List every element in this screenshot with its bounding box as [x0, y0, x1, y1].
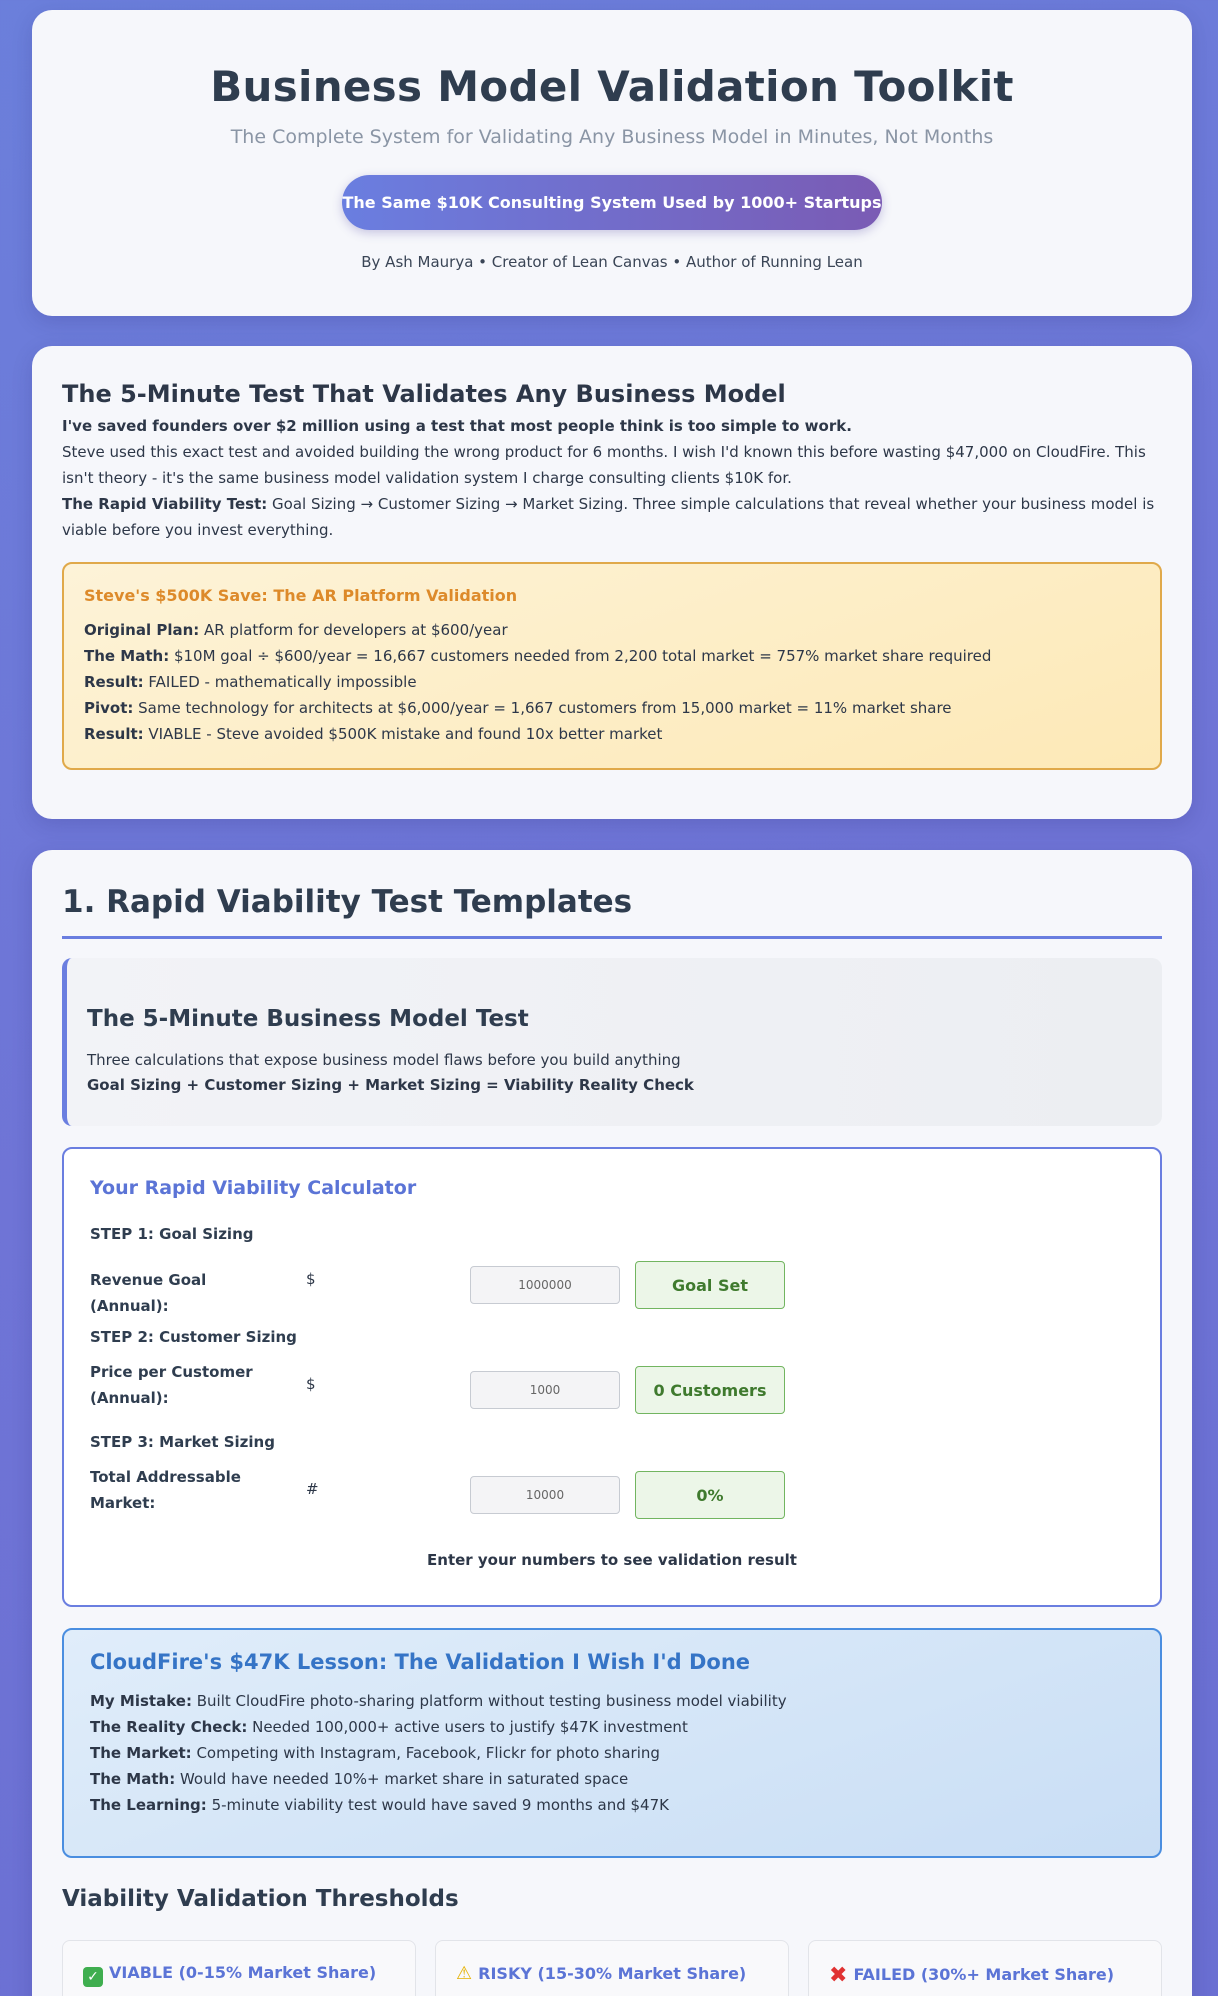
step1-label: STEP 1: Goal Sizing [90, 1225, 254, 1243]
market-size-label: Total Addressable Market: [90, 1468, 241, 1512]
lesson-row [90, 1688, 1134, 1714]
revenue-unit: $ [306, 1270, 316, 1288]
author-byline: By Ash Maurya • Creator of Lean Canvas • Author of Running Lean [361, 253, 863, 271]
lesson-row-text: 5-minute viability test would have saved 9 months and $47K [206, 1796, 669, 1814]
case-row-text: Same technology for architects at $6,000/year = 1,667 customers from 15,000 market = 11% market share [133, 699, 952, 717]
test-overview-formula: Goal Sizing + Customer Sizing + Market Sizing = Viability Reality Check [87, 1076, 694, 1094]
section-rapid-viability [32, 850, 1192, 1996]
test-label: The Rapid Viability Test: [62, 495, 268, 513]
lesson-row [90, 1766, 1134, 1792]
threshold-label: RISKY (15-30% Market Share) [478, 1964, 747, 1983]
case-study-box [62, 562, 1162, 770]
test-text: Goal Sizing → Customer Sizing → Market Sizing. Three simple calculations that reveal whether your business model is viable before you invest everything. [62, 495, 1155, 539]
market-share-result: 0% [635, 1471, 785, 1519]
case-row-label: Result: [84, 725, 144, 743]
warning-icon: ⚠ [456, 1963, 473, 1984]
lesson-row-label: The Learning: [90, 1796, 207, 1814]
market-unit: # [306, 1480, 319, 1498]
check-icon: ✓ [83, 1967, 103, 1987]
case-row-text: VIABLE - Steve avoided $500K mistake and found 10x better market [143, 725, 663, 743]
price-per-customer-input[interactable] [470, 1371, 620, 1409]
validation-result-note: Enter your numbers to see validation result [427, 1551, 797, 1569]
intro-story: Steve used this exact test and avoided building the wrong product for 6 months. I wish I'd known this before wasting $47,000 on CloudFire. This isn't theory - it's the same business model validation system I charge consulting clients $10K for. [62, 443, 1146, 487]
step2-label: STEP 2: Customer Sizing [90, 1328, 297, 1346]
revenue-goal-input[interactable] [470, 1266, 620, 1304]
case-row-label: The Math: [84, 647, 170, 665]
page-title: Business Model Validation Toolkit [210, 62, 1014, 111]
lesson-row-label: My Mistake: [90, 1692, 192, 1710]
case-row [84, 721, 1140, 747]
test-overview-box [62, 958, 1162, 1126]
step3-label: STEP 3: Market Sizing [90, 1433, 275, 1451]
case-row-label: Pivot: [84, 699, 134, 717]
threshold-failed-card [808, 1940, 1162, 1996]
intro-test-description [62, 491, 1162, 543]
case-row [84, 643, 1140, 669]
threshold-risky-card [435, 1940, 789, 1996]
threshold-label: FAILED (30%+ Market Share) [853, 1965, 1115, 1984]
intro-card [32, 346, 1192, 819]
customers-result: 0 Customers [635, 1366, 785, 1414]
revenue-goal-label: Revenue Goal (Annual): [90, 1271, 207, 1315]
hero-card [32, 10, 1192, 316]
case-row-text: AR platform for developers at $600/year [199, 621, 508, 639]
intro-heading: The 5-Minute Test That Validates Any Business Model [62, 380, 786, 408]
case-row-text: FAILED - mathematically impossible [143, 673, 417, 691]
viability-calculator [62, 1147, 1162, 1607]
lesson-title: CloudFire's $47K Lesson: The Validation I Wish I'd Done [90, 1650, 751, 1674]
lesson-row [90, 1714, 1134, 1740]
goal-result: Goal Set [635, 1261, 785, 1309]
intro-lead: I've saved founders over $2 million using a test that most people think is too simple to work. [62, 417, 852, 435]
calculator-title: Your Rapid Viability Calculator [90, 1177, 417, 1199]
case-study-title: Steve's $500K Save: The AR Platform Validation [84, 586, 518, 605]
thresholds-title: Viability Validation Thresholds [62, 1886, 459, 1912]
cloudfire-lesson-box [62, 1628, 1162, 1858]
page-subtitle: The Complete System for Validating Any Business Model in Minutes, Not Months [230, 126, 994, 148]
social-proof-badge: The Same $10K Consulting System Used by 1000+ Startups [342, 175, 882, 230]
lesson-row-label: The Reality Check: [90, 1718, 248, 1736]
threshold-label: VIABLE (0-15% Market Share) [109, 1963, 377, 1982]
lesson-row-text: Would have needed 10%+ market share in saturated space [175, 1770, 629, 1788]
lesson-row-label: The Math: [90, 1770, 176, 1788]
lesson-row-text: Competing with Instagram, Facebook, Flickr for photo sharing [191, 1744, 660, 1762]
case-row [84, 669, 1140, 695]
price-per-customer-label: Price per Customer (Annual): [90, 1363, 253, 1407]
lesson-row-label: The Market: [90, 1744, 192, 1762]
test-overview-heading: The 5-Minute Business Model Test [87, 1006, 529, 1032]
threshold-viable-card [62, 1940, 416, 1996]
section-title: 1. Rapid Viability Test Templates [62, 884, 1162, 939]
test-overview-desc: Three calculations that expose business model flaws before you build anything [87, 1051, 681, 1069]
x-icon: ✖ [829, 1963, 848, 1988]
price-unit: $ [306, 1375, 316, 1393]
case-row-label: Result: [84, 673, 144, 691]
case-row-text: $10M goal ÷ $600/year = 16,667 customers needed from 2,200 total market = 757% market share required [169, 647, 992, 665]
case-row-label: Original Plan: [84, 621, 200, 639]
lesson-row-text: Built CloudFire photo-sharing platform without testing business model viability [191, 1692, 787, 1710]
case-row [84, 695, 1140, 721]
case-row [84, 617, 1140, 643]
market-size-input[interactable] [470, 1476, 620, 1514]
lesson-row [90, 1740, 1134, 1766]
lesson-row-text: Needed 100,000+ active users to justify $47K investment [247, 1718, 688, 1736]
lesson-row [90, 1792, 1134, 1818]
